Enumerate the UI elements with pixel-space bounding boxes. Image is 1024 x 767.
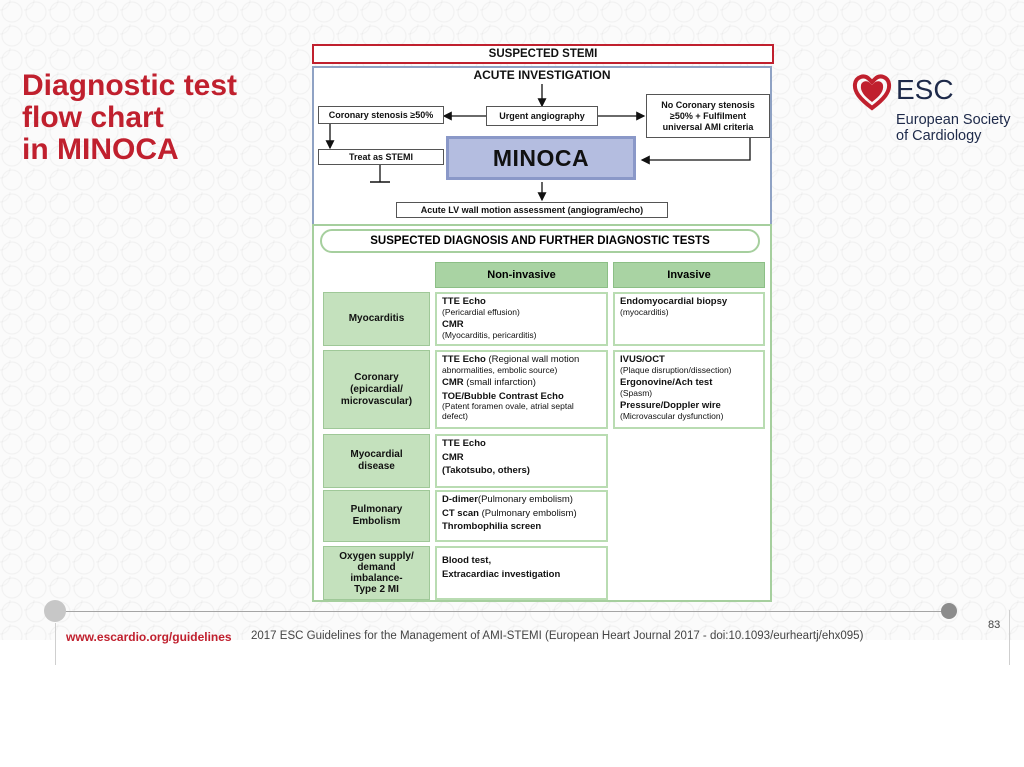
arrow-no-stenosis-to-minoca — [642, 138, 750, 160]
category-label: Myocarditis — [348, 313, 405, 324]
logo-name-line: of Cardiology — [896, 128, 982, 144]
test-name: Blood test, — [442, 555, 492, 566]
category-label: demand — [357, 562, 396, 573]
category-label: imbalance- — [350, 573, 403, 584]
treat-as-stemi-box: Treat as STEMI — [318, 149, 444, 165]
test-detail: (Spasm) — [620, 387, 653, 398]
test-name: CMR — [442, 451, 464, 463]
category-coronary — [323, 350, 430, 429]
test-name: TTE Echo (Regional wall motion — [442, 354, 580, 365]
category-label: microvascular) — [340, 395, 413, 407]
test-note: (Pulmonary embolism) — [477, 494, 573, 505]
category-label: Myocardial — [350, 449, 403, 460]
test-name: D-dimer(Pulmonary embolism) — [442, 494, 573, 505]
minoca-box: MINOCA — [446, 136, 636, 180]
title-line: in MINOCA — [22, 133, 179, 166]
invasive-column-header: Invasive — [613, 262, 765, 288]
oxygen-supply-noninvasive-cell — [435, 546, 608, 600]
esc-logo — [852, 70, 1017, 150]
lv-assessment-box: Acute LV wall motion assessment (angiogram/echo) — [396, 202, 668, 218]
no-stenosis-box — [646, 94, 770, 138]
test-detail: (Myocarditis, pericarditis) — [442, 329, 537, 340]
coronary-invasive-cell — [613, 350, 765, 429]
no-stenosis-line: universal AMI criteria — [662, 121, 754, 132]
footer-citation: 2017 ESC Guidelines for the Management of AMI-STEMI (European Heart Journal 2017 - doi:10.1093/eurheartj/ehx095) — [251, 630, 864, 642]
page-number: 83 — [988, 619, 1001, 631]
title-line: flow chart — [22, 101, 164, 134]
stenosis-box: Coronary stenosis ≥50% — [318, 106, 444, 124]
test-detail: abnormalities, embolic source) — [442, 364, 558, 375]
myocardial-disease-noninvasive-cell — [435, 434, 608, 488]
footer-dot-right — [941, 603, 957, 619]
no-stenosis-line: ≥50% + Fulfilment — [669, 110, 747, 121]
angiography-box: Urgent angiography — [486, 106, 598, 126]
test-name: CMR — [442, 319, 464, 330]
test-name: TTE Echo — [442, 296, 486, 307]
test-detail: (Plaque disruption/dissection) — [620, 364, 732, 375]
guidelines-link[interactable]: www.escardio.org/guidelines — [66, 630, 232, 644]
test-detail: (myocarditis) — [620, 306, 669, 317]
test-detail: (Patent foramen ovale, atrial septal defect) — [442, 401, 574, 421]
acute-investigation-label: ACUTE INVESTIGATION — [473, 67, 611, 82]
slide-title — [22, 70, 237, 166]
test-name: CT scan (Pulmonary embolism) — [442, 507, 577, 519]
myocarditis-noninvasive-cell — [435, 292, 608, 346]
category-label: Type 2 MI — [354, 584, 399, 595]
diagnosis-section — [312, 224, 772, 602]
category-pulmonary-embolism — [323, 490, 430, 542]
title-line: Diagnostic test — [22, 69, 238, 102]
coronary-noninvasive-cell — [435, 350, 608, 429]
footer-divider — [55, 611, 950, 612]
category-myocardial-disease — [323, 434, 430, 488]
footer-vertical-rule-right — [1009, 610, 1010, 665]
category-label: Oxygen supply/ — [339, 551, 414, 562]
logo-acronym: ESC — [896, 74, 954, 105]
test-name: Extracardiac investigation — [442, 568, 561, 580]
footer-dot-left — [44, 600, 66, 622]
test-name: Endomyocardial biopsy — [620, 296, 728, 307]
test-detail: (Pericardial effusion) — [442, 306, 520, 317]
minoca-flow-diagram — [310, 44, 774, 604]
test-name: Thrombophilia screen — [442, 521, 542, 532]
no-stenosis-line: No Coronary stenosis — [661, 99, 755, 110]
suspected-diagnosis-header: SUSPECTED DIAGNOSIS AND FURTHER DIAGNOSTIC TESTS — [320, 229, 760, 253]
test-name: TTE Echo — [442, 438, 486, 449]
test-name: IVUS/OCT — [620, 354, 665, 365]
logo-name-line: European Society — [896, 112, 1011, 128]
test-name: Pressure/Doppler wire — [620, 400, 721, 411]
test-name: TOE/Bubble Contrast Echo — [442, 390, 564, 402]
test-note: (small infarction) — [463, 377, 536, 388]
test-note: (Regional wall motion — [485, 354, 580, 365]
suspected-stemi-header: SUSPECTED STEMI — [312, 44, 774, 64]
category-label: (epicardial/ — [350, 383, 403, 395]
footer-vertical-rule — [55, 623, 56, 665]
test-note: (Pulmonary embolism) — [478, 507, 577, 519]
myocarditis-invasive-cell — [613, 292, 765, 346]
pulmonary-embolism-noninvasive-cell — [435, 490, 608, 542]
test-detail: (Microvascular dysfunction) — [620, 410, 724, 421]
category-oxygen-supply — [323, 546, 430, 600]
category-myocarditis — [323, 292, 430, 346]
logo-name — [896, 112, 1016, 144]
category-label: Pulmonary — [350, 504, 403, 515]
category-label: Coronary — [354, 371, 399, 383]
noninvasive-column-header: Non-invasive — [435, 262, 608, 288]
test-name: (Takotsubo, others) — [442, 465, 530, 476]
category-label: disease — [358, 461, 395, 472]
heart-logo-icon — [852, 72, 892, 112]
test-name: Ergonovine/Ach test — [620, 377, 713, 388]
test-name: CMR (small infarction) — [442, 377, 536, 388]
category-label: Embolism — [352, 516, 401, 527]
